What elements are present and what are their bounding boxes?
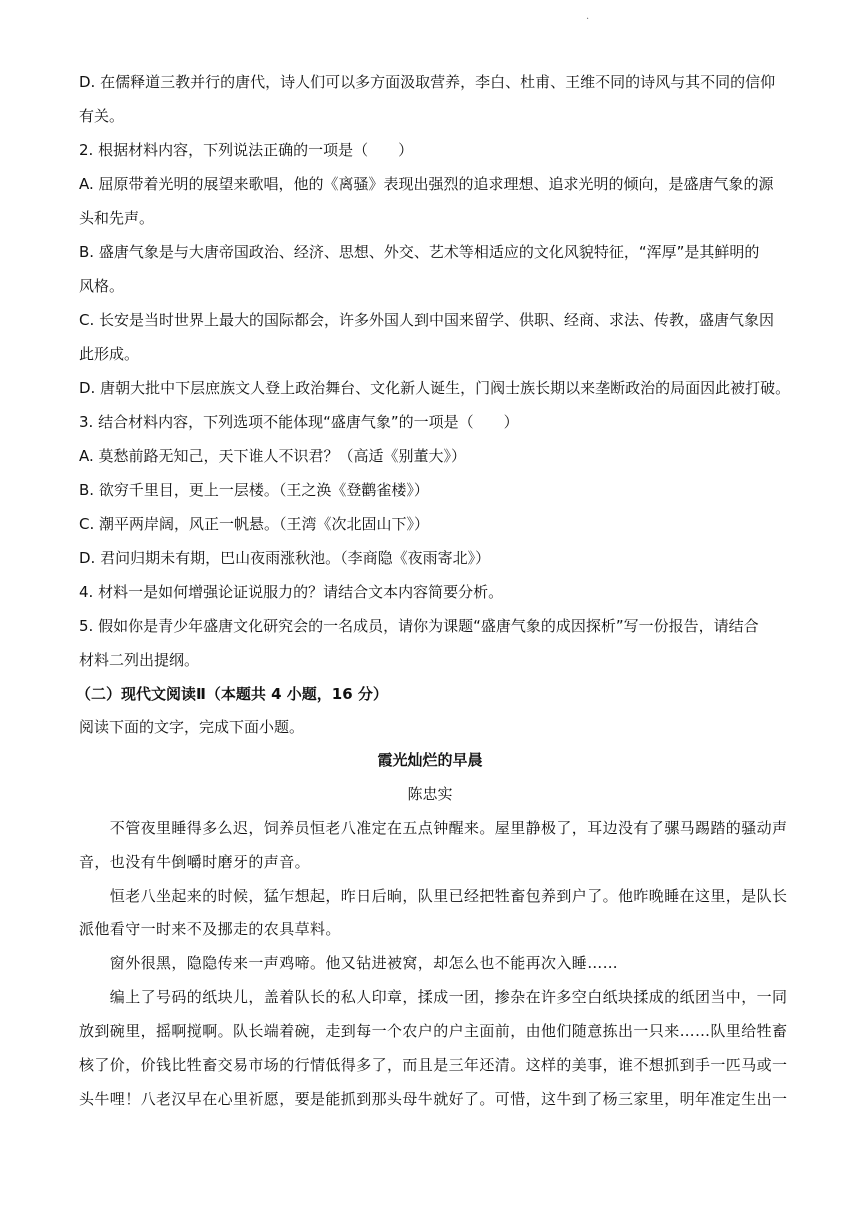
question-5-line1: 5. 假如你是青少年盛唐文化研究会的一名成员，请你为课题“盛唐气象的成因探析”写一份报告，请结合 [79,617,759,635]
question-2: 2. 根据材料内容，下列说法正确的一项是（ ） [79,141,414,159]
q2-option-c-line2: 此形成。 [79,345,140,363]
option-d-line1: D. 在儒释道三教并行的唐代，诗人们可以多方面汲取营养，李白、杜甫、王维不同的诗风与其不同的信仰 [79,73,776,91]
q3-option-b: B. 欲穷千里目，更上一层楼。（王之涣《登鹳雀楼》） [79,481,429,499]
q2-option-b-line1: B. 盛唐气象是与大唐帝国政治、经济、思想、外交、艺术等相适应的文化风貌特征，“浑厚”是其鲜明的 [79,243,760,261]
question-4: 4. 材料一是如何增强论证说服力的？请结合文本内容简要分析。 [79,583,504,601]
q3-option-d: D. 君问归期未有期，巴山夜雨涨秋池。（李商隐《夜雨寄北》） [79,549,491,567]
story-paragraph-line: 头牛哩！八老汉早在心里祈愿，要是能抓到那头母牛就好了。可惜，这牛到了杨三家里，明年准定生出一 [79,1090,788,1108]
option-d-line2: 有关。 [79,107,125,125]
q3-option-a: A. 莫愁前路无知己，天下谁人不识君？（高适《别董大》） [79,447,467,465]
story-paragraph-line: 核了价，价钱比牲畜交易市场的行情低得多了，而且是三年还清。这样的美事，谁不想抓到手一匹马或一 [79,1056,788,1074]
reading-instruction: 阅读下面的文字，完成下面小题。 [79,718,305,736]
q2-option-b-line2: 风格。 [79,277,125,295]
question-5-line2: 材料二列出提纲。 [79,651,200,669]
q2-option-a-line1: A. 屈原带着光明的展望来歌唱，他的《离骚》表现出强烈的追求理想、追求光明的倾向，是盛唐气象的源 [79,175,774,193]
story-paragraph-line: 派他看守一时来不及挪走的农具草料。 [79,920,341,938]
story-author: 陈忠实 [407,785,453,803]
story-paragraph-line: 音，也没有牛倒嚼时磨牙的声音。 [79,853,311,871]
q2-option-a-line2: 头和先声。 [79,209,155,227]
q2-option-d: D. 唐朝大批中下层庶族文人登上政治舞台、文化新人诞生，门阀士族长期以来垄断政治的局面因此被打破。 [79,379,791,397]
question-3: 3. 结合材料内容，下列选项不能体现“盛唐气象”的一项是（ ） [79,413,519,431]
q2-option-c-line1: C. 长安是当时世界上最大的国际都会，许多外国人到中国来留学、供职、经商、求法、传教，盛唐气象因 [79,311,775,329]
story-paragraph-line: 窗外很黑，隐隐传来一声鸡啼。他又钻进被窝，却怎么也不能再次入睡…… [79,954,619,972]
section-heading: （二）现代文阅读Ⅱ（本题共 4 小题，16 分） [76,685,388,703]
story-paragraph-line: 恒老八坐起来的时候，猛乍想起，昨日后晌，队里已经把牲畜包养到户了。他昨晚睡在这里，是队长 [79,887,788,905]
story-paragraph-line: 编上了号码的纸块儿，盖着队长的私人印章，揉成一团，掺杂在许多空白纸块揉成的纸团当中，一同 [79,988,788,1006]
story-title: 霞光灿烂的早晨 [377,751,483,769]
header-mark: · [586,14,590,25]
story-paragraph-line: 放到碗里，摇啊搅啊。队长端着碗，走到每一个农户的户主面前，由他们随意拣出一只来……队里给牲畜 [79,1022,788,1040]
q3-option-c: C. 潮平两岸阔，风正一帆悬。（王湾《次北固山下》） [79,515,430,533]
story-paragraph-line: 不管夜里睡得多么迟，饲养员恒老八准定在五点钟醒来。屋里静极了，耳边没有了骡马踢踏的骚动声 [79,819,788,837]
